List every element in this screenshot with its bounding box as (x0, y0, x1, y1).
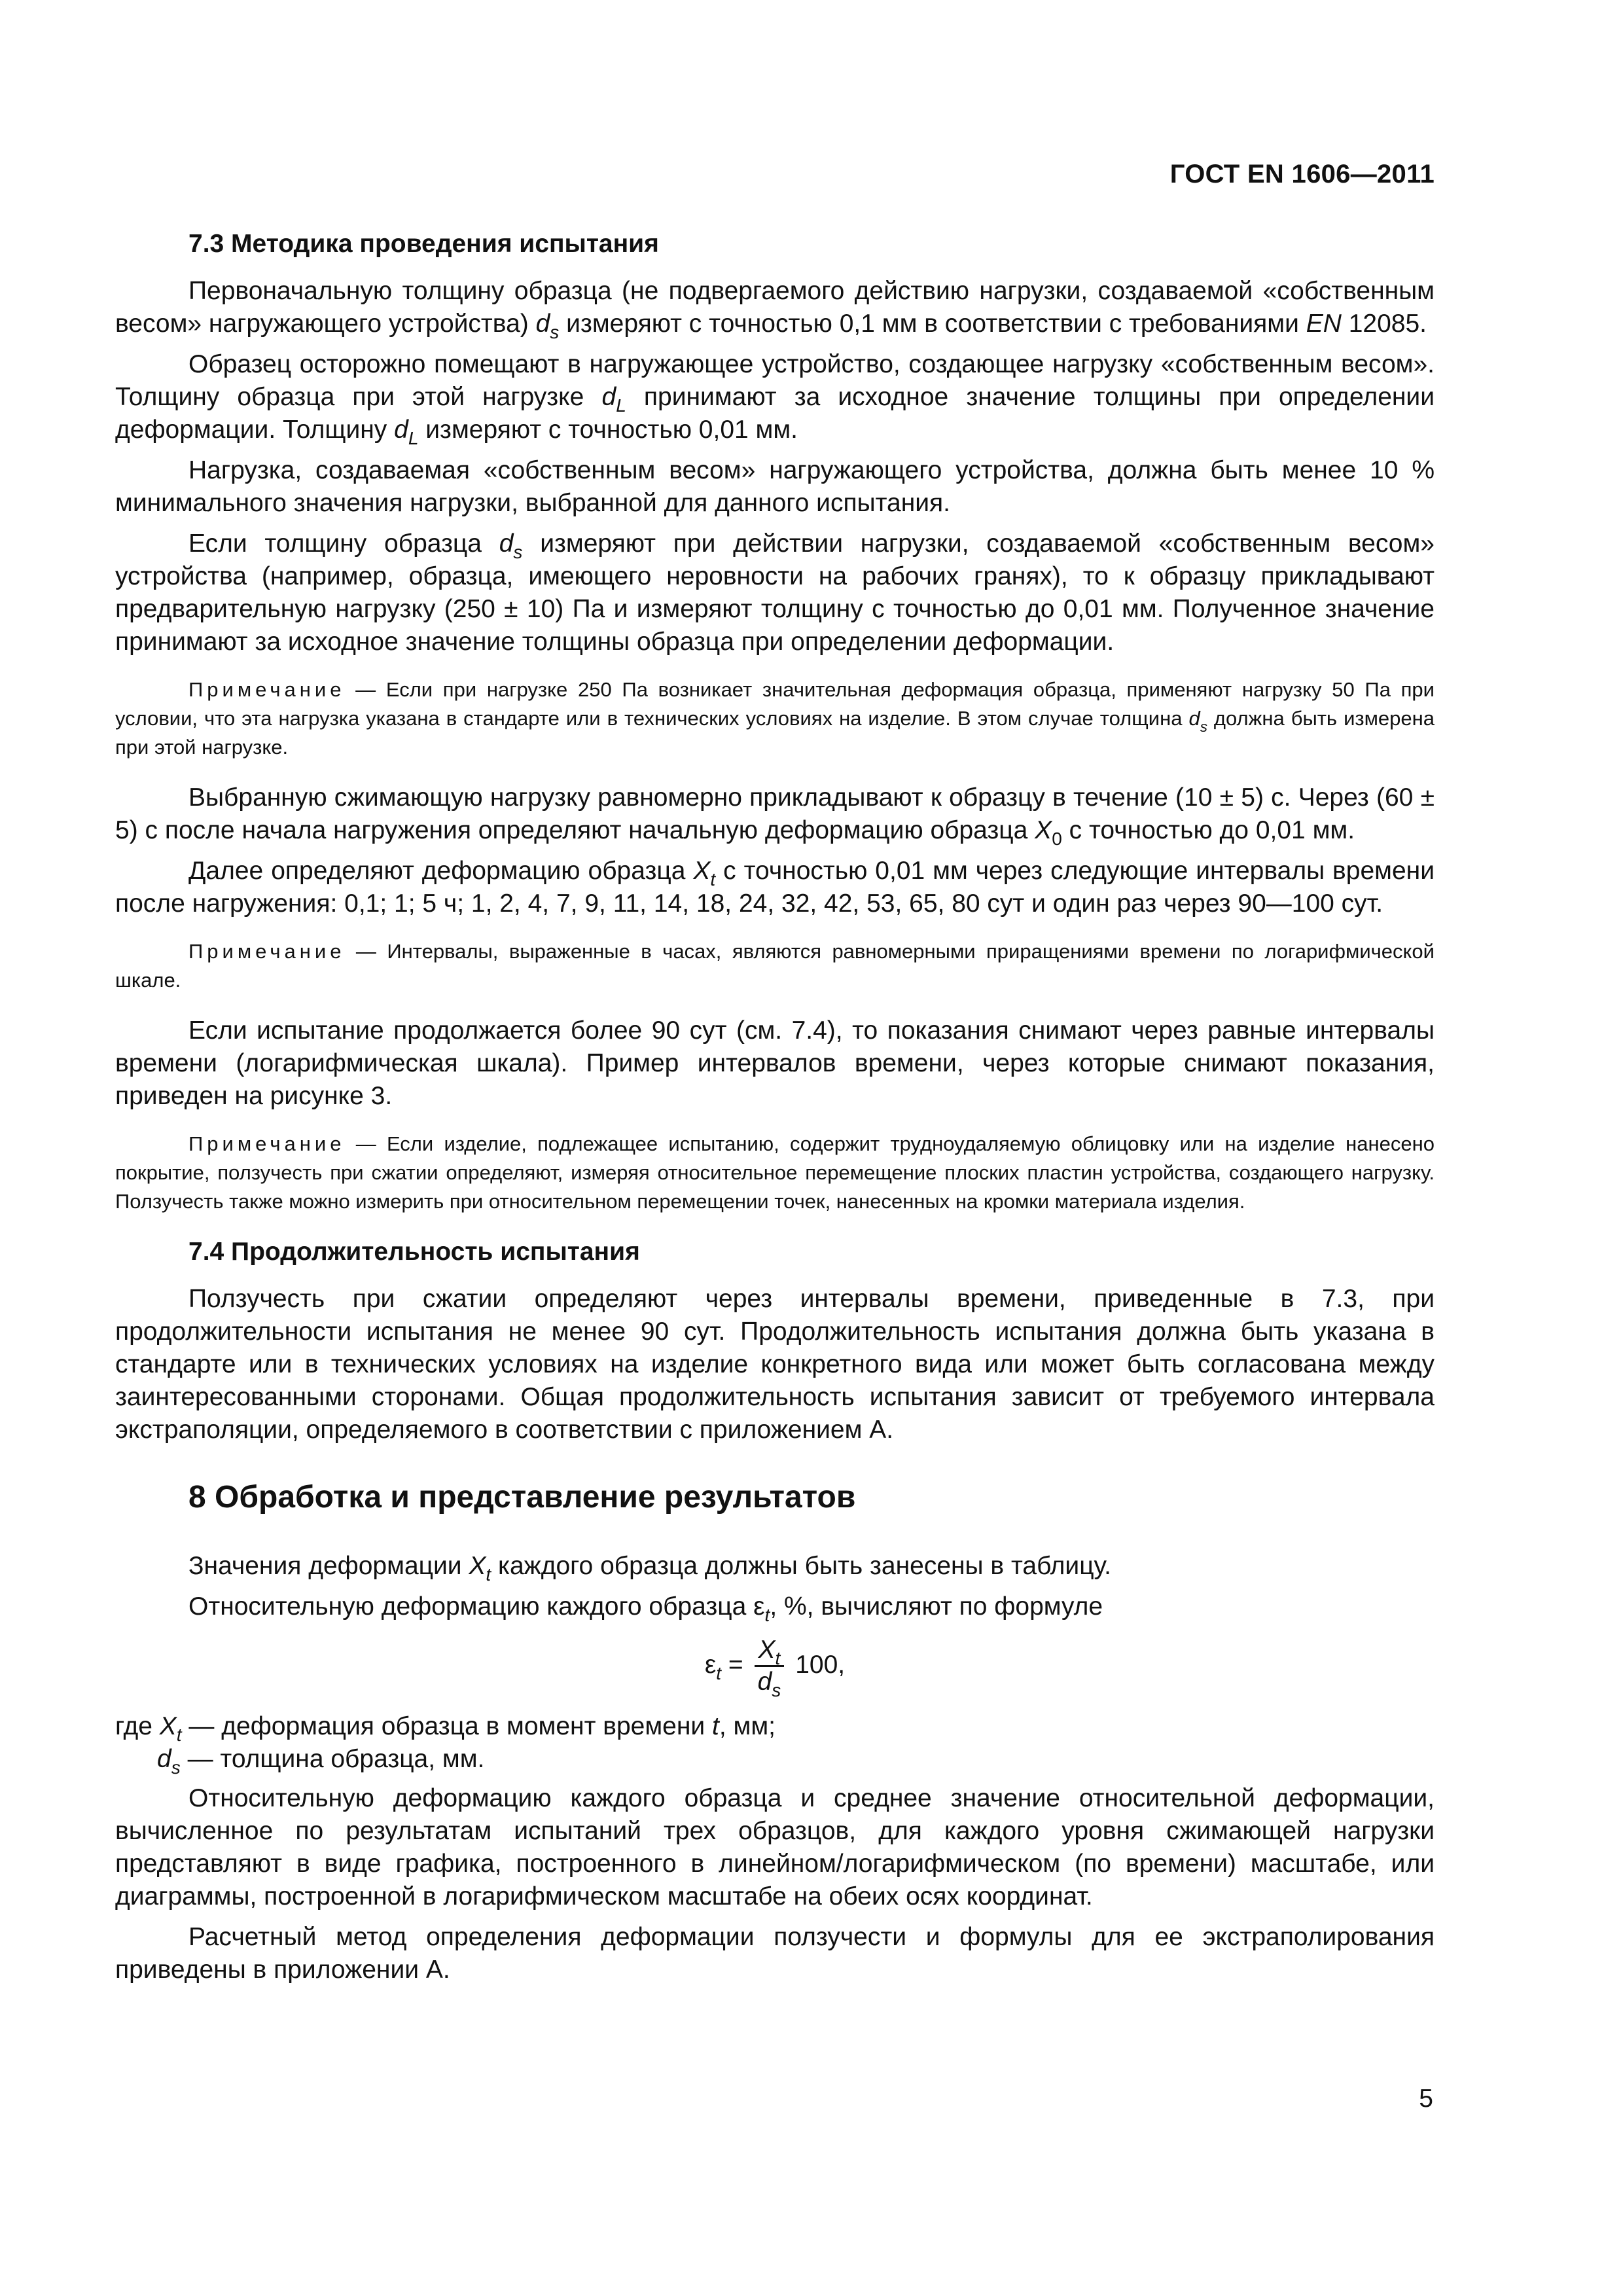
page-content (115, 228, 1435, 1994)
paragraph: Ползучесть при сжатии определяют через интервалы времени, приведенные в 7.3, при продолжительности испытания не менее 90 сут. Продолжительность испытания должна быть указана в стандарте или в технических условиях на изделие конкретного вида или может быть согласована между заинтересованными сторонами. Общая продолжительность испытания зависит от требуемого интервала экстраполяции, определяемого в соответствии с приложением А. (115, 1285, 1435, 1444)
paragraph: Нагрузка, создаваемая «собственным весом» нагружающего устройства, должна быть менее 10 % минимального значения нагрузки, выбранной для данного испытания. (115, 456, 1435, 517)
paragraph: Далее определяют деформацию образца $X_t$ с точностью 0,01 мм через следующие интервалы времени после нагружения: 0,1; 1; 5 ч; 1, 2, 4, 7, 9, 11, 14, 18, 24, 32, 42, 53, 65, 80 сут и один раз через 90—100 сут. (115, 857, 1435, 918)
paragraph: Значения деформации $X_t$ каждого образца должны быть занесены в таблицу. (188, 1552, 1111, 1585)
formula: $\varepsilon_t$ = $\frac{X_t}{d_s}$ 100, (704, 1636, 846, 1700)
formula-legend: где $X_t$ — деформация образца в момент времени t, мм; (115, 1712, 776, 1745)
section-7-3-title: 7.3 Методика проведения испытания (188, 230, 659, 258)
paragraph: Образец осторожно помещают в нагружающее устройство, создающее нагрузку «собственным весом». Толщину образца при этой нагрузке $d_L$ принимают за исходное значение толщины при определении деформации. Толщину $d_L$ измеряют с точностью 0,01 мм. (115, 350, 1435, 448)
paragraph: Расчетный метод определения деформации ползучести и формулы для ее экстраполирования приведены в приложении А. (115, 1923, 1435, 1984)
paragraph: Выбранную сжимающую нагрузку равномерно прикладывают к образцу в течение (10 ± 5) с. Через (60 ± 5) с после начала нагружения определяют начальную деформацию образца $X_0$ с точностью до 0,01 мм. (115, 783, 1435, 849)
note: Примечание — Если изделие, подлежащее испытанию, содержит трудноудаляемую облицовку или на изделие нанесено покрытие, ползучесть при сжатии определяют, измеряя относительное перемещение плоских пластин устройства, создающего нагрузку. Ползучесть также можно измерить при относительном перемещении точек, нанесенных на кромки материала изделия. (115, 1132, 1435, 1213)
paragraph: Первоначальную толщину образца (не подвергаемого действию нагрузки, создаваемой «собственным весом» нагружающего устройства) $d_s$ измеряют с точностью 0,1 мм в соответствии с требованиями EN 12085. (115, 277, 1435, 342)
document-header: ГОСТ EN 1606—2011 (1169, 160, 1435, 188)
paragraph: Если толщину образца $d_s$ измеряют при действии нагрузки, создаваемой «собственным весом» устройства (например, образца, имеющего неровности на рабочих гранях), то к образцу прикладывают предварительную нагрузку (250 ± 10) Па и измеряют толщину с точностью до 0,01 мм. Полученное значение принимают за исходное значение толщины образца при определении деформации. (115, 529, 1435, 656)
page-number: 5 (1419, 2085, 1433, 2113)
paragraph: Если испытание продолжается более 90 сут (см. 7.4), то показания снимают через равные интервалы времени (логарифмическая шкала). Пример интервалов времени, через которые снимают показания, приведен на рисунке 3. (115, 1016, 1435, 1110)
section-7-4-title: 7.4 Продолжительность испытания (188, 1238, 640, 1266)
section-8-title: 8 Обработка и представление результатов (188, 1480, 856, 1515)
note: Примечание — Интервалы, выраженные в часах, являются равномерными приращениями времени по логарифмической шкале. (115, 940, 1435, 992)
note: Примечание — Если при нагрузке 250 Па возникает значительная деформация образца, применяют нагрузку 50 Па при условии, что эта нагрузка указана в стандарте или в технических условиях на изделие. В этом случае толщина $d_s$ должна быть измерена при этой нагрузке. (115, 678, 1435, 759)
paragraph: Относительную деформацию каждого образца $\varepsilon_t$, %, вычисляют по формуле (188, 1592, 1103, 1625)
formula-fraction: $\frac{X_t}{d_s}$ (755, 1635, 785, 1697)
paragraph: Относительную деформацию каждого образца и среднее значение относительной деформации, вычисленное по результатам испытаний трех образцов, для каждого уровня сжимающей нагрузки представляют в виде графика, построенного в линейном/логарифмическом (по времени) масштабе, или диаграммы, построенной в логарифмическом масштабе на обеих осях координат. (115, 1784, 1435, 1910)
formula-legend: $d_s$ — толщина образца, мм. (157, 1745, 485, 1778)
